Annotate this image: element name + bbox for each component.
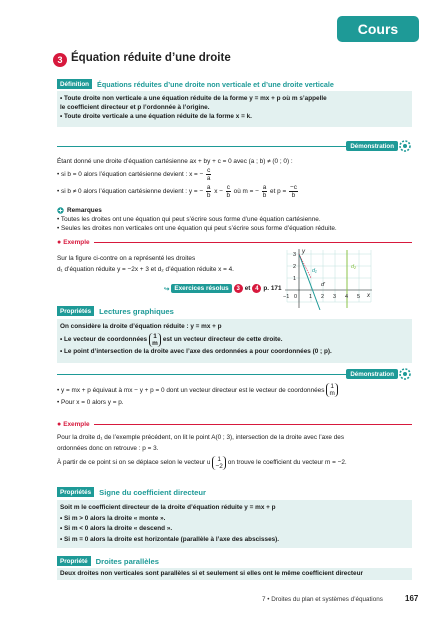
exercices-link[interactable] (164, 284, 282, 293)
demo1-line2 (57, 167, 412, 182)
prop1-line3: • Le point d’intersection de la droite avec l’axe des ordonnées a pour coordonnées (0 ; p). (60, 348, 332, 355)
frac-den: b (226, 192, 231, 199)
frac-num: c (226, 184, 230, 191)
arrow-right-icon: ↪ (164, 285, 170, 293)
vec-bot: m (152, 339, 158, 347)
frac-num: c (207, 167, 211, 174)
label-d2: d₂ (351, 264, 357, 270)
prop2-line4: • Si m = 0 alors la droite est horizontale (parallèle à l’axe des abscisses). (60, 535, 280, 543)
exemple2-line1: Pour la droite d₁ de l’exemple précédent, on lit le point A(0 ; 3), intersection de la droite avec l’axe des (57, 434, 345, 441)
remarques-block (57, 206, 412, 233)
prop3-body (57, 568, 412, 580)
fraction (206, 184, 212, 199)
prop2-label: Propriétés (57, 487, 94, 497)
prop3-line1: Deux droites non verticales sont parallèles si et seulement si elles ont le même coefficient directeur (60, 570, 363, 577)
vec-bot: m (329, 390, 335, 397)
line-d1 (299, 254, 320, 310)
demo1-line3-p: et p = (270, 188, 287, 196)
demo2-tag: Démonstration (346, 369, 398, 379)
vec-top: 1 (153, 332, 157, 340)
remarque-1: • Toutes les droites ont une équation qui peut s’écrire sous forme d’une équation cartésienne. (57, 216, 321, 223)
vec-bot: −2 (215, 462, 223, 470)
prop1-line1: On considère la droite d’équation réduite : y = mx + p (60, 323, 222, 330)
graph-x-label: x (367, 293, 370, 299)
y-tick-2: 2 (293, 264, 297, 270)
exemple1-line1: Sur la figure ci-contre on a représenté les droites (57, 255, 196, 262)
prop2-body (57, 500, 412, 548)
exemple2-rule (94, 424, 412, 425)
prop2-line3: • Si m < 0 alors la droite « descend ». (60, 525, 173, 532)
bullet-dot-icon: ● (57, 421, 62, 428)
prop2-block (57, 487, 412, 548)
x-tick-m1: −1 (283, 294, 290, 300)
frac-den: b (262, 192, 267, 199)
cours-tab (337, 16, 419, 42)
definition-block (57, 79, 412, 127)
demo1-line3-text: • si b ≠ 0 alors l’équation cartésienne devient : y = − (57, 188, 204, 196)
fraction (226, 184, 231, 199)
exercice-number-2: 4 (252, 284, 261, 293)
plus-circle-icon (57, 207, 64, 214)
exercice-number-1: 3 (234, 284, 243, 293)
exemple2-title: Exemple (63, 421, 90, 428)
gear-icon (398, 367, 412, 381)
demo1-rule (57, 146, 346, 147)
demo2-block (57, 367, 412, 408)
prop1-title: Lectures graphiques (99, 306, 174, 316)
vec-top: 1 (330, 383, 334, 390)
definition-line1b: le coefficient directeur et p l’ordonnée à l’origine. (60, 104, 210, 111)
prop2-title: Signe du coefficient directeur (99, 487, 206, 497)
exemple2-block (57, 421, 412, 471)
exercices-label: Exercices résolus (171, 284, 231, 293)
vector-coords (149, 333, 161, 347)
fraction (206, 167, 211, 182)
prop2-line2: • Si m > 0 alors la droite « monte ». (60, 514, 166, 522)
x-tick-1: 1 (309, 294, 313, 300)
prop3-title: Droites parallèles (95, 556, 159, 566)
demo1-line3-m: où m = − (233, 188, 259, 196)
fraction (289, 184, 298, 199)
line-graph (283, 248, 373, 310)
vec-top: 1 (217, 455, 221, 463)
remarque-2: • Seules les droites non verticales ont une équation qui peut s’écrire sous forme d’équation réduite. (57, 225, 337, 232)
gear-icon (398, 139, 412, 153)
definition-line1a: • Toute droite non verticale a une équation réduite de la forme y = mx + p où m s’appelle (60, 95, 327, 102)
demo2-line1 (57, 382, 412, 398)
section-number: 3 (53, 53, 67, 67)
exemple2-line2: ordonnées donc on retrouve : p = 3. (57, 445, 159, 452)
demo2-line2: • Pour x = 0 alors y = p. (57, 399, 124, 406)
demo1-block (57, 139, 412, 199)
fraction (262, 184, 268, 199)
prop1-block (57, 306, 412, 363)
prop1-line2-text: • Le vecteur de coordonnées (60, 336, 148, 343)
page-number: 167 (405, 594, 419, 603)
demo1-line1: Étant donné une droite d’équation cartésienne ax + by + c = 0 avec (a ; b) ≠ (0 ; 0) : (57, 158, 293, 165)
frac-den: b (206, 192, 211, 199)
exemple1-title: Exemple (63, 239, 90, 246)
x-tick-5: 5 (357, 294, 361, 300)
graph-y-label: y (302, 249, 305, 255)
exemple1-line2: d₁ d’équation réduite y = −2x + 3 et d₂ d’équation réduite x = 4. (57, 266, 234, 273)
exemple1-header (57, 239, 412, 246)
demo1-line3-mid: x − (214, 188, 223, 196)
footer-chapter: 7 • Droites du plan et systèmes d’équations (262, 596, 383, 603)
definition-body (57, 91, 412, 127)
demo2-line1-text: • y = mx + p équivaut à mx − y + p = 0 dont un vecteur directeur est le vecteur de coordonnées (57, 386, 325, 394)
frac-den: a (206, 175, 211, 182)
prop3-block (57, 556, 412, 580)
prop1-line2-end: est un vecteur directeur de cette droite. (162, 336, 283, 343)
exemple1-rule (94, 242, 412, 243)
prop2-line1: Soit m le coefficient directeur de la droite d’équation réduite y = mx + p (60, 504, 276, 511)
frac-num: −c (289, 184, 297, 191)
vector-coords (212, 456, 225, 470)
prop1-line2 (60, 332, 409, 347)
definition-title: Équations réduites d’une droite non verticale et d’une droite verticale (97, 79, 334, 89)
label-d1: d₁ (312, 268, 317, 274)
exercices-page: p. 171 (263, 285, 282, 292)
remarques-title: Remarques (67, 207, 102, 214)
x-tick-2: 2 (321, 294, 325, 300)
y-tick-1: 1 (293, 276, 297, 282)
exemple2-line3-end: on trouve le coefficient du vecteur m = −2. (227, 459, 347, 466)
definition-label: Définition (57, 79, 92, 89)
frac-num: a (206, 184, 211, 191)
prop3-label: Propriété (57, 556, 91, 566)
exercices-et: et (244, 285, 251, 292)
demo1-tag: Démonstration (346, 141, 398, 151)
demo1-line3 (57, 184, 412, 199)
demo1-line2-text: • si b = 0 alors l’équation cartésienne devient : x = − (57, 171, 204, 179)
prop1-label: Propriétés (57, 306, 94, 316)
section-title: Équation réduite d’une droite (71, 52, 231, 64)
x-tick-4: 4 (345, 294, 349, 300)
cours-tab-label: Cours (357, 21, 399, 37)
exemple1-body (57, 253, 282, 275)
vector-coords (326, 383, 337, 397)
frac-den: b (291, 192, 296, 199)
frac-num: a (262, 184, 267, 191)
x-tick-3: 3 (333, 294, 337, 300)
y-tick-3: 3 (293, 252, 297, 258)
label-d-prime: d′ (321, 282, 326, 288)
x-tick-0: 0 (294, 294, 298, 300)
definition-line2: • Toute droite verticale a une équation réduite de la forme x = k. (60, 113, 252, 120)
prop1-body (57, 319, 412, 363)
exemple2-line3-text: À partir de ce point si on se déplace selon le vecteur u (57, 459, 211, 466)
exemple2-line3 (57, 454, 412, 471)
demo2-rule (57, 374, 346, 375)
bullet-dot-icon: ● (57, 239, 62, 246)
